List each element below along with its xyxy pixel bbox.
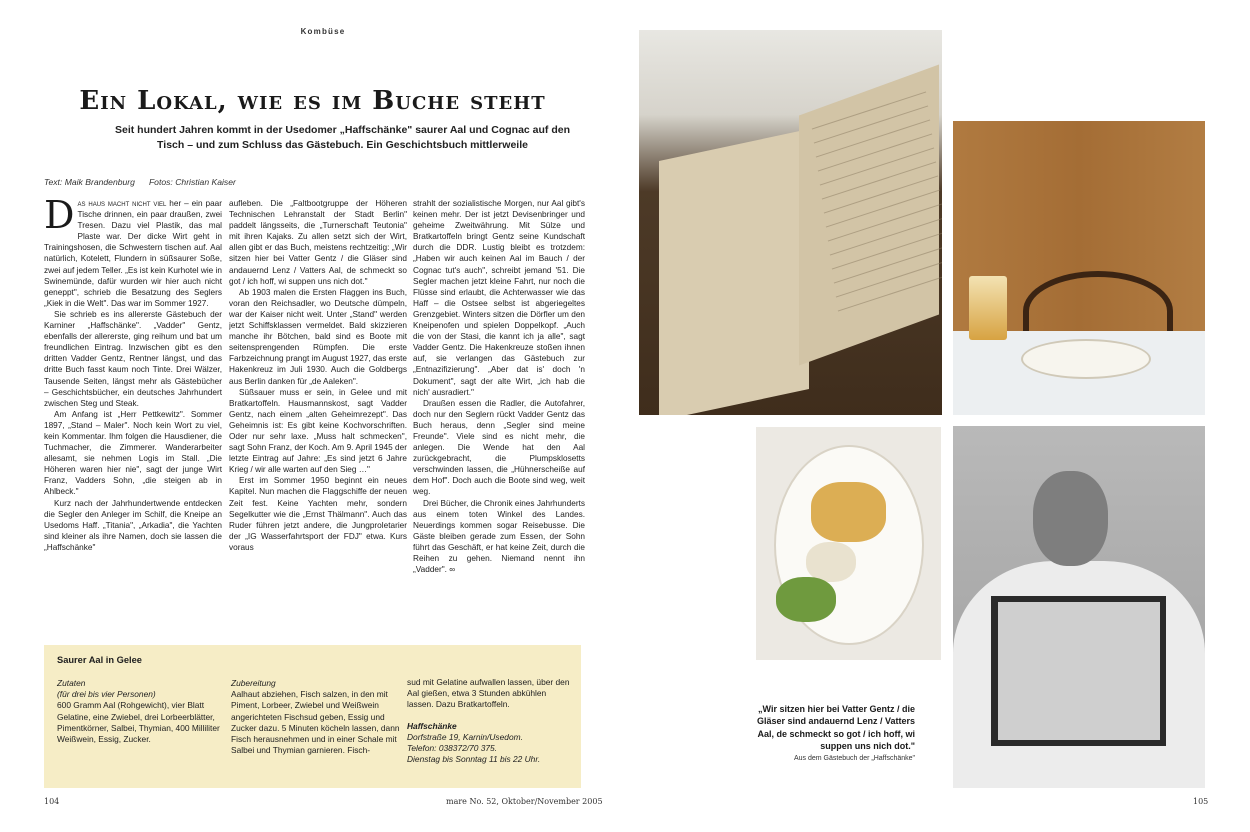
article-column-2 [229,198,407,642]
section-label: Kombüse [300,27,346,36]
preparation-continued: sud mit Gelatine aufwallen lassen, über den Aal gießen, etwa 3 Stunden abkühlen lassen. Dazu Bratkartoffeln. [407,677,570,710]
salad-garnish [776,577,836,622]
preparation-heading: Zubereitung [231,678,276,688]
beer-glass [969,276,1007,340]
article-credits [44,177,236,187]
article-column-1 [44,198,222,642]
paragraph: Süßsauer muss er sein, in Gelee und mit Bratkartoffeln. Hausmannskost, sagt Vadder Gentz, nach einem „alten Geheimrezept". Das Geheimnis ist: Es gibt keine Kochvorschriften. Oder nur sehr laxe. „Muss halt schmecken", sagt Sohn Franz, der Koch. Am 9. April 1945 der letzte Eintrag auf Jahre: „Es sind jetzt 6 Jahre Krieg / wir alle warten auf den Sieg …" [229,387,407,475]
paragraph: strahlt der sozialistische Morgen, nur Aal gibt's keinen mehr. Der ist jetzt Devisenbringer und geheime Zweitwährung. Mit Sülze und Bratkartoffeln bringt Gentz seine Kundschaft durch die DDR. Lustig bleibt es trotzdem: „Haben wir auch keinen Aal im Bauch / der Cognac tut's auch", schreibt jemand '51. Die Segler machen jetzt kleine Fahrt, nur noch die Flüsse sind erlaubt, die Achterwasser wie das Haff – die Ostsee selbst ist abgeriegeltes Grenzgebiet. Winters sitzen die Dörfler um den Kneipenofen und spielen Doppelkopf. „Auch die von der Stasi, die kannt ich ja alle", sagt Vadder Gentz. Die Hakenkreuze stoßen ihnen auf, sie verlangen das Gästebuch zur „Entnazifizierung". „Aber dat is' doch 'n Dokument", sagt der alte Wirt, „ich hab die nich' ausradiert." [413,199,585,397]
paragraph: Sie schrieb es ins allererste Gästebuch der Karniner „Haffschänke". „Vadder" Gentz, ebenfalls der allererste, ging reihum und bat um freundlichen Eintrag. Inzwischen gibt es den dritten Vadder Gentz, Rentner längst, und das dritte Buch fasst kaum noch Tinte. Drei Wälzer, Tausende Seiten, längst mehr als Gästebücher – Geschichtsbücher, ein deutsches Jahrhundert zwischen Steg und Steak. [44,309,222,408]
paragraph [44,198,222,309]
paragraph-text: Drei Bücher, die Chronik eines Jahrhunderts aus einem toten Winkel des Landes. Neuerdings kommen sogar Reisebusse. Die Gäste bleiben gerade zum Essen, der Sohn führt das Geschäft, er hat keine Zeit, durch die Reihen zu gehen. Niemand nennt ihn „Vadder". [413,498,585,575]
paragraph: Draußen essen die Radler, die Autofahrer, doch nur den Seglern rückt Vadder Gentz das Buch heraus, denn „Segler sind meine Freunde". Viele sind es nicht mehr, die anlegen. Die Wende hat den Aal zurückgebracht, die Plumpsklosetts verschwinden lassen, die „Hühnerscheiße auf dem Hof". Doch auch die Boote sind weg, weit weg. [413,398,585,497]
drop-cap: D [44,198,75,237]
pull-quote: „Wir sitzen hier bei Vatter Gentz / die Gläser sind andauernd Lenz / Vatters Aal, de schmeckt so got / ich hoff, wi suppen uns nich dot." [756,704,915,751]
book-page-left [659,129,809,415]
paragraph: aufleben. Die „Faltbootgruppe der Höheren Technischen Lehranstalt der Stadt Berlin" paddelt längsseits, die „Turnerschaft Teutonia" mit ihren Kajaks. Zu allen setzt sich der Wirt, allen gibt er das Buch, meistens rechtzeitig: „Wir sitzen hier bei Vatter Gentz / die Gläser sind andauernd Lenz / Vatters Aal, de schmeckt so got / ich hoff, wi suppen uns nich dot." [229,199,407,286]
paragraph: Erst im Sommer 1950 beginnt ein neues Kapitel. Nun machen die Flaggschiffe der neuen Zeit fest. Keine Yachten mehr, sondern Segelkutter wie die „Ernst Thälmann". Auch das Ruder führen jetzt andere, die Jungproletarier der „IG Wasserfahrtsport der FDJ" etwa. Kurs voraus [229,476,407,552]
paragraph: Am Anfang ist „Herr Pettkewitz". Sommer 1897, „Stand – Maler". Noch kein Wort zu viel, kein Kommentar. Ihm folgen die Hausdiener, die Tuchmacher, die Zimmerer. Wanderarbeiter allesamt, sie nehmen Logis im Stall. „Die Höheren waren hier nie", sagt der junge Wirt Franz, Vadders Sohn, „die steigen ab in Ahlbeck." [44,409,222,497]
photo-credit: Fotos: Christian Kaiser [148,177,236,187]
table-photo [953,121,1205,415]
portrait-photo [953,426,1205,788]
author-credit: Text: Maik Brandenburg [44,177,135,187]
recipe-ingredients [57,678,227,745]
article-column-3 [413,198,585,642]
plate [1021,339,1151,379]
article-title: Ein Lokal, wie es im Buche steht [79,86,546,116]
venue-hours: Dienstag bis Sonntag 11 bis 22 Uhr. [407,754,541,765]
paragraph [413,498,585,576]
venue-address: Dorfstraße 19, Karnin/Usedom. [407,731,523,742]
ingredients-heading: Zutaten [57,678,86,688]
dish-photo [756,427,941,660]
paragraph: Ab 1903 malen die Ersten Flaggen ins Buch, voran den Reichsadler, wo Deutsche dümpeln, war der Kaiser nicht weit. Unter „Stand" werden jetzt Schiffsklassen vermeldet. Bald skizzieren manche ihr Bötchen, bald sind es Boote mit seitensprengenden Rümpfen. Die erste Farbzeichnung prangt im August 1927, das erste Hakenkreuz im Juli 1930. Auch die Goldbergs aus Berlin danken für „de Aaleken". [229,287,407,386]
paragraph: Kurz nach der Jahrhundertwende entdecken die Segler den Anleger im Schilf, die Kneipe an Usedoms Haff. „Titania", „Arkadia", die Yachten sind kleiner als ihre Namen, doch sie lassen die „Haffschänke" [44,498,222,552]
ingredients-list: 600 Gramm Aal (Rohgewicht), vier Blatt Gelatine, eine Zwiebel, drei Lorbeerblätter, Pimentkörner, Salbei, Thymian, 400 Milliliter Weißwein, Essig, Zucker. [57,700,220,745]
recipe-title: Saurer Aal in Gelee [57,655,142,665]
page-number-left: 104 [44,797,60,806]
paragraph-text: her – ein paar Tische drinnen, ein paar draußen, zwei Tresen. Dazu viel Plastik, das mal Plaste war. Der dicke Wirt geht in Trainingshosen, die Schwestern tischen auf. Aal natürlich, Kotelett, Flundern in süßsaurer Soße, zwei auf jedem Teller. „Es ist kein Kurhotel wie in Swinemünde, dafür wurden wir hier auch nicht geneppt", schrieb die Besatzung des Seglers „Kiek in die Welt". Das war im Sommer 1927. [44,199,222,308]
issue-line: mare No. 52, Oktober/November 2005 [446,797,603,806]
end-mark: ∞ [446,565,456,575]
preparation-text: Aalhaut abziehen, Fisch salzen, in den mit Piment, Lorbeer, Zwiebel und Weißwein angerichteten Fischsud geben, Essig und Zucker dazu. 5 Minuten köcheln lassen, dann Fisch herausnehmen und in einer Schale mit Salbei und Thymian garnieren. Fisch- [231,689,400,756]
pull-quote-source: Aus dem Gästebuch der „Haffschänke" [793,755,915,762]
recipe-preparation [231,678,406,756]
ingredients-servings: (für drei bis vier Personen) [57,689,156,700]
venue-phone: Telefon: 038372/70 375. [407,743,498,754]
fried-potatoes [811,482,886,542]
eel-in-aspic [806,542,856,582]
recipe-venue [407,677,572,765]
page-number-right: 105 [1193,797,1209,806]
guestbook-photo [639,30,942,415]
guestbook-page [998,602,1160,740]
article-subtitle: Seit hundert Jahren kommt in der Usedomer „Haffschänke" saurer Aal und Cognac auf den Tisch – und zum Schluss das Gästebuch. Ein Geschichtsbuch mittlerweile [114,124,571,151]
recipe-box [44,645,581,788]
head [1033,471,1108,566]
venue-name: Haffschänke [407,720,457,731]
lead-in: as haus macht nicht viel [77,199,167,208]
